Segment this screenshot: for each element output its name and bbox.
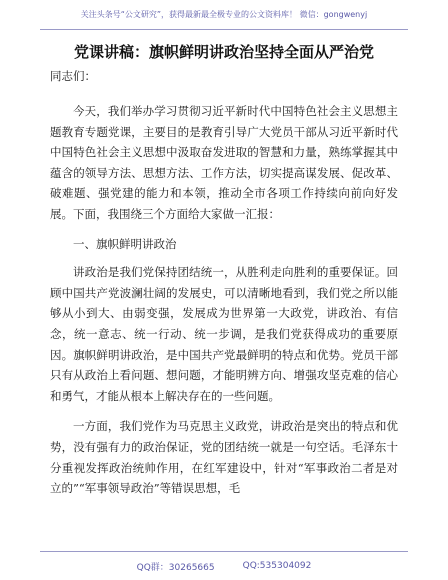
- page-footer: [40, 551, 408, 580]
- footer-qq: QQ:535304092: [242, 561, 312, 571]
- page-header: [40, 0, 408, 30]
- body-paragraph: 一方面，我们党作为马克思主义政党，讲政治是突出的特点和优势，没有强有力的政治保证，党的团结统一就是一句空话。毛泽东十分重视发挥政治统帅作用，在红军建设中，针对“军事政治二者是对立的”“军事领导政治”等错误思想，毛: [50, 419, 398, 496]
- body-paragraph: 讲政治是我们党保持团结统一，从胜利走向胜利的重要保证。回顾中国共产党波澜壮阔的发展史，可以清晰地看到，我们党之所以能够从小到大、由弱变强，发展成为世界第一大政党，讲政治、有信念，统一意志、统一行动、统一步调，是我们党获得成功的重要原因。旗帜鲜明讲政治，是中国共产党最鲜明的特点和优势。党员干部只有从政治上看问题、想问题，才能明辨方向、增强攻坚克难的信心和勇气，才能从根本上解决存在的一些问题。: [50, 265, 398, 403]
- header-banner: 关注头条号“公文研究”，获得最新最全极专业的公文资料库！ 微信：gongwenyj: [80, 10, 368, 19]
- intro-paragraph: 今天，我们举办学习贯彻习近平新时代中国特色社会主义思想主题教育专题党课，主要目的是教育引导广大党员干部从习近平新时代中国特色社会主义思想中汲取奋发进取的智慧和力量，熟练掌握其中蕴含的领导方法、思想方法、工作方法，切实提高谋发展、促改革、破难题、强党建的能力和本领，推动全市各项工作持续向前向好发展。下面，我围绕三个方面给大家做一汇报：: [50, 104, 398, 221]
- document-title: 党课讲稿：旗帜鲜明讲政治坚持全面从严治党: [73, 43, 374, 61]
- section-heading: 一、旗帜鲜明讲政治: [73, 236, 177, 251]
- salutation: 同志们：: [50, 69, 96, 83]
- footer-qq-group: QQ群：30265665: [136, 562, 215, 573]
- document-body: [50, 42, 398, 499]
